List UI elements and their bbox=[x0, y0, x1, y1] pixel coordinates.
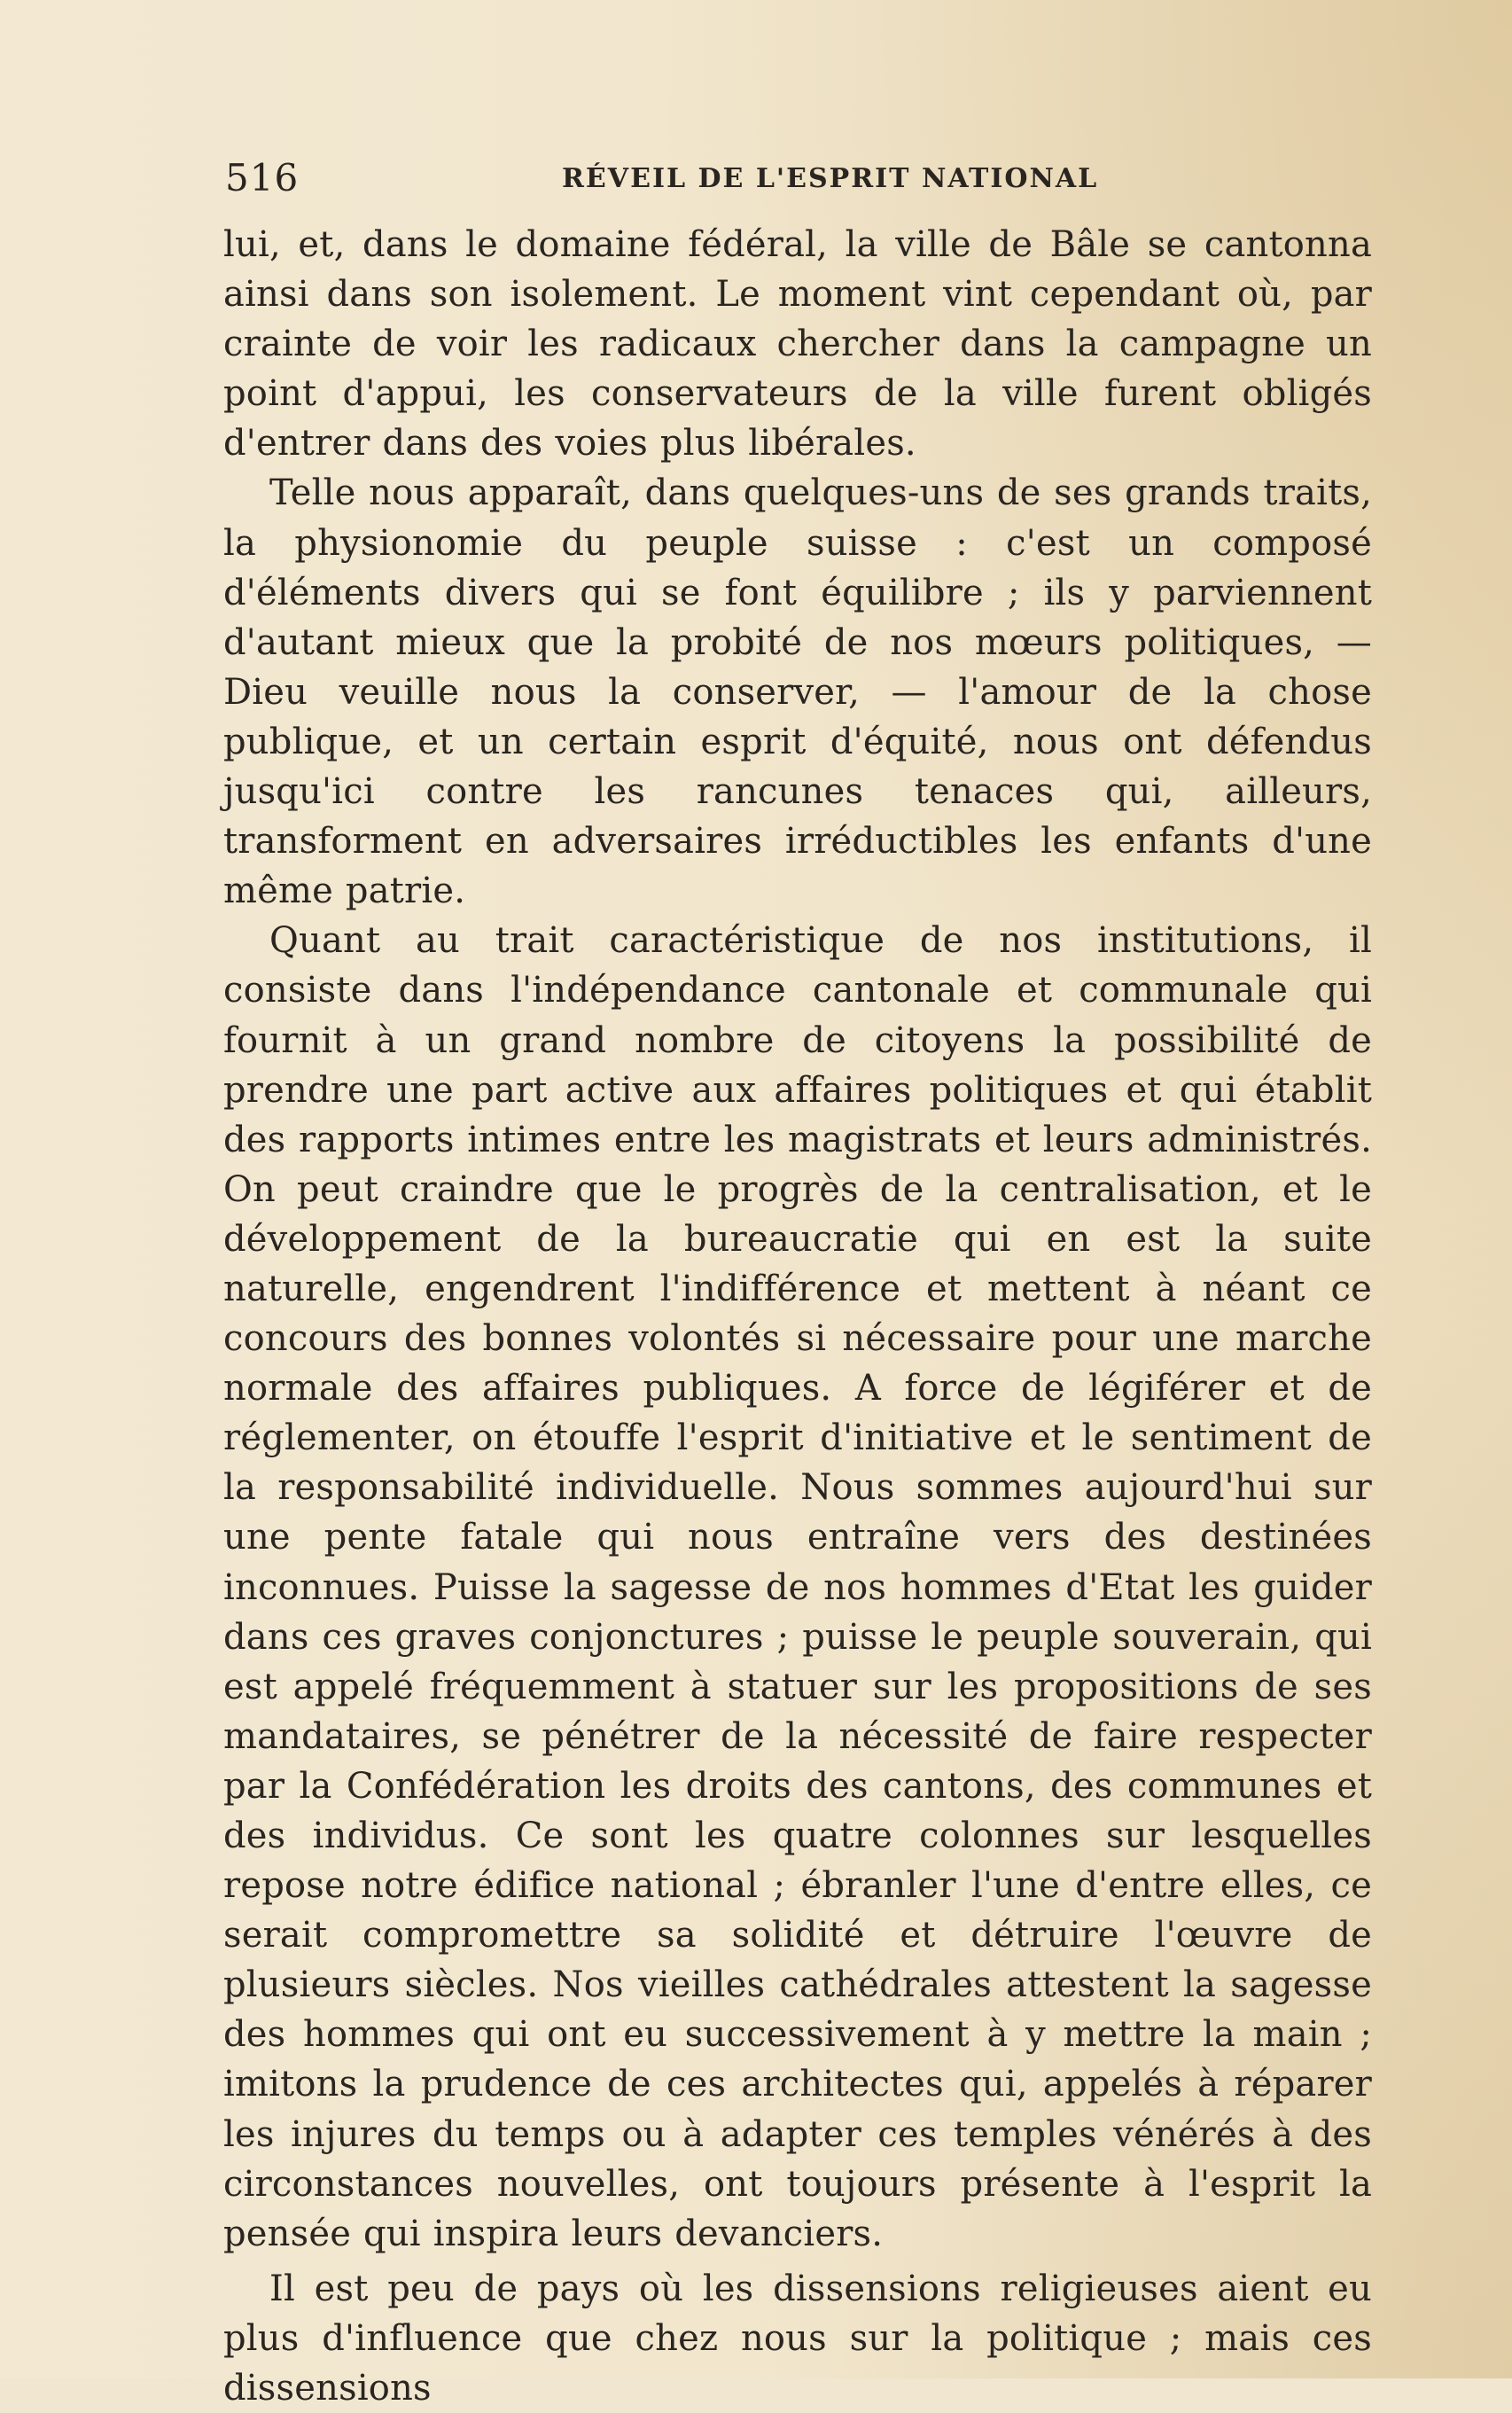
paragraph-institutions: Quant au trait caractéristique de nos institutions, il consiste dans l'indépendance cantonale et communale qui fournit à un grand nombre de citoyens la possibilité de prendre une part active aux affaires politiques et qui établit des rapports intimes entre les magistrats et leurs administrés. On peut craindre que le progrès de la centralisation, et le développement de la bureaucratie qui en est la suite naturelle, engendrent l'indifférence et mettent à néant ce concours des bonnes volontés si nécessaire pour une marche normale des affaires publiques. A force de légiférer et de réglementer, on étouffe l'esprit d'initiative et le sentiment de la responsabilité individuelle. Nous sommes aujourd'hui sur une pente fatale qui nous entraîne vers des destinées inconnues. Puisse la sagesse de nos hommes d'Etat les guider dans ces graves conjonctures ; puisse le peuple souverain, qui est appelé fréquemment à statuer sur les propositions de ses mandataires, se pénétrer de la nécessité de faire respecter par la Confédération les droits des cantons, des communes et des individus. Ce sont les quatre colonnes sur lesquelles repose notre édifice national ; ébranler l'une d'entre elles, ce serait compromettre sa solidité et détruire l'œuvre de plusieurs siècles. Nos vieilles cathédrales attestent la sagesse des hommes qui ont eu successivement à y mettre la main ; imitons la prudence de ces architectes qui, appelés à réparer les injures du temps ou à adapter ces temples vénérés à des circonstances nouvelles, ont toujours présente à l'esprit la pensée qui inspira leurs devanciers. bbox=[223, 920, 1372, 2254]
page-number: 516 bbox=[225, 156, 300, 199]
paragraph-continued: lui, et, dans le domaine fédéral, la ville de Bâle se cantonna ainsi dans son isolement. Le moment vint cependant où, par crainte de voir les radicaux chercher dans la campagne un point d'appui, les conservateurs de la ville furent obligés d'entrer dans des voies plus libérales. bbox=[223, 224, 1372, 465]
body-text bbox=[223, 220, 1372, 2413]
paragraph-dissensions: Il est peu de pays où les dissensions religieuses aient eu plus d'influence que chez nous sur la politique ; mais ces dissensions bbox=[223, 2268, 1372, 2409]
paragraph-physionomie: Telle nous apparaît, dans quelques-uns de ses grands traits, la physionomie du peuple suisse : c'est un composé d'éléments divers qui se font équilibre ; ils y parviennent d'autant mieux que la probité de nos mœurs politiques, — Dieu veuille nous la conserver, — l'amour de la chose publique, et un certain esprit d'équité, nous ont défendus jusqu'ici contre les rancunes tenaces qui, ailleurs, transforment en adversaires irréductibles les enfants d'une même patrie. bbox=[223, 472, 1372, 912]
running-head: RÉVEIL DE L'ESPRIT NATIONAL bbox=[562, 163, 1099, 194]
page-header bbox=[225, 151, 1374, 213]
